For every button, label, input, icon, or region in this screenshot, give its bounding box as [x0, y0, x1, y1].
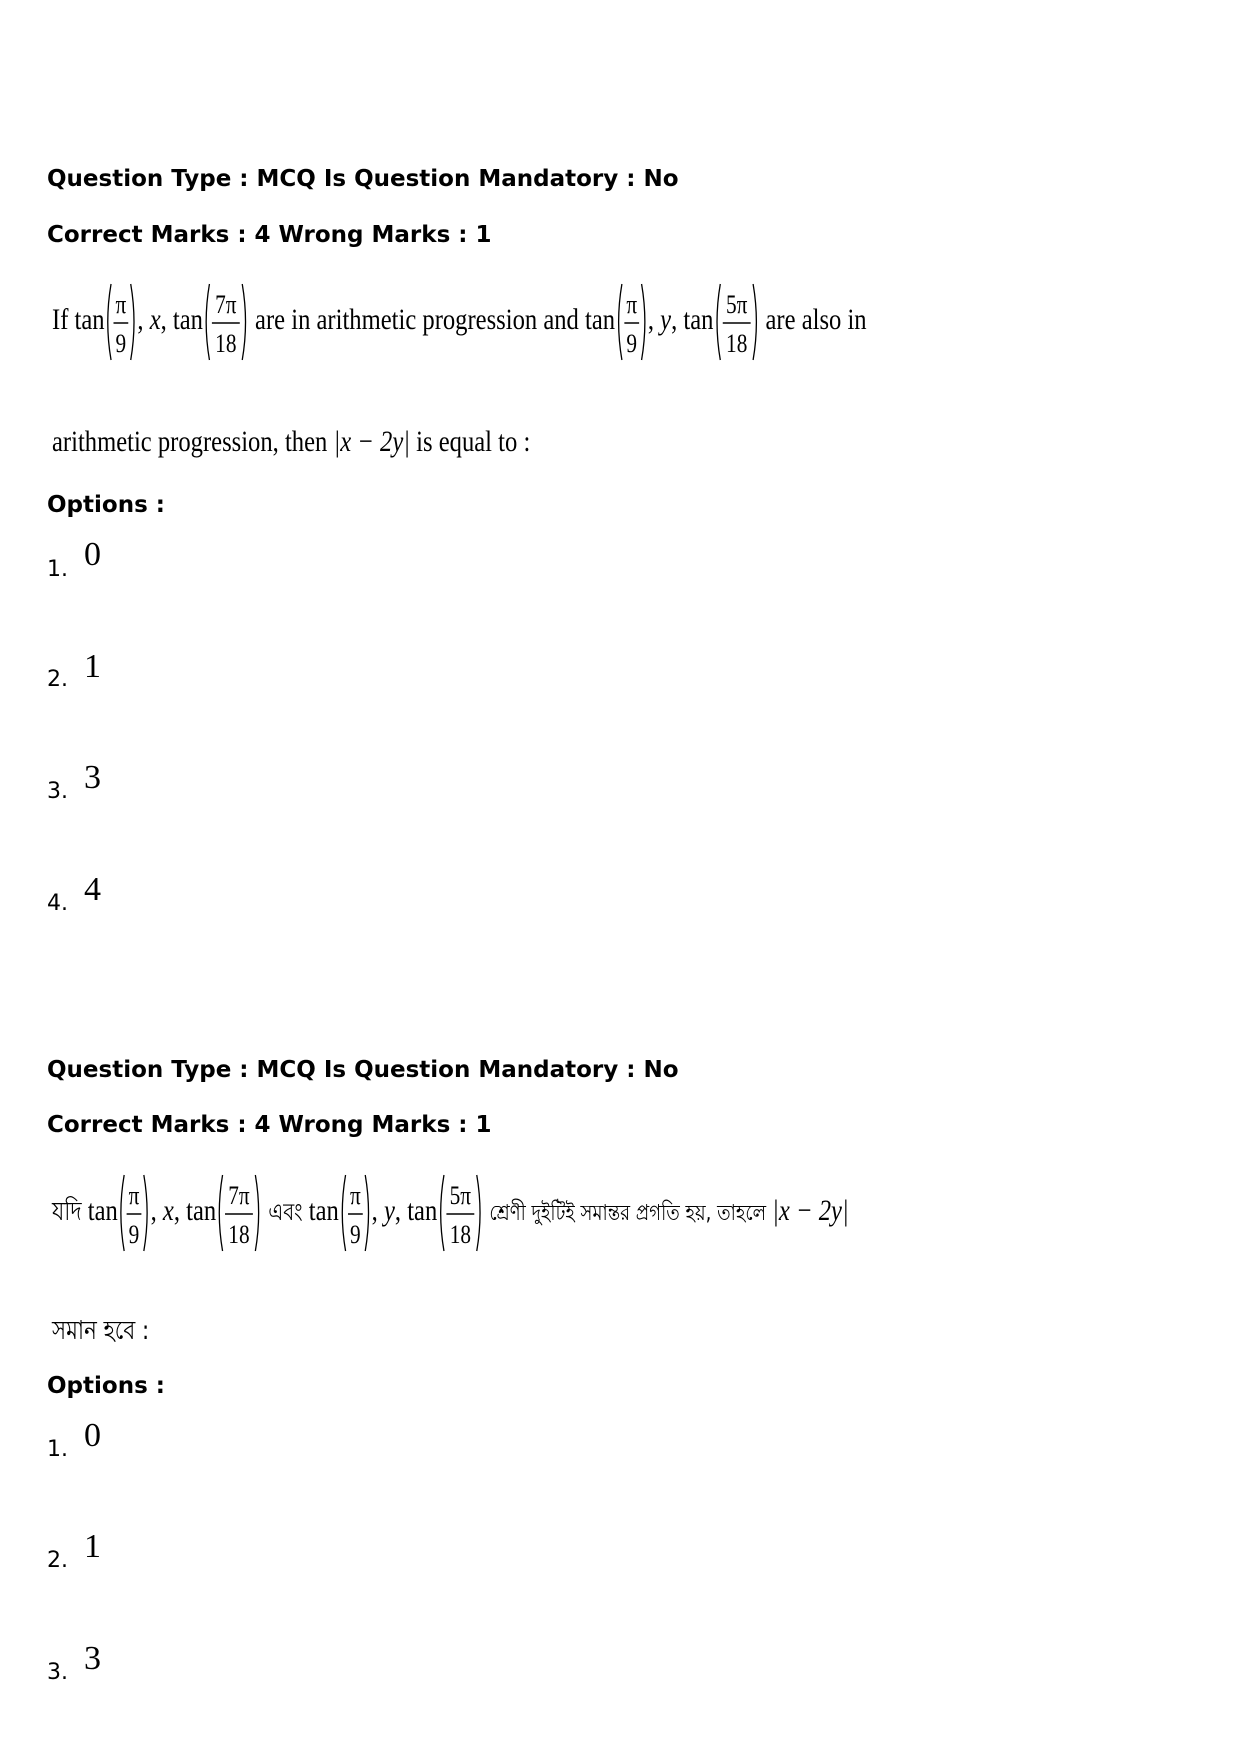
- var-x: x: [162, 1193, 174, 1227]
- svg-text:9: 9: [115, 330, 127, 359]
- question-type-line: Question Type : MCQ Is Question Mandatory : No: [47, 1057, 679, 1083]
- svg-text:7π: 7π: [228, 1182, 250, 1211]
- marks-line: Correct Marks : 4 Wrong Marks : 1: [47, 1112, 492, 1138]
- question-stem-line-2: সমান হবে :: [52, 1316, 150, 1346]
- fraction-pi-over-9: [118, 1171, 151, 1255]
- word-if: If: [52, 302, 69, 336]
- option-number: 1.: [47, 557, 68, 582]
- stem-text-rest: শ্রেণী দুইটিই সমান্তর প্রগতি হয়, তাহলে: [489, 1200, 767, 1226]
- tan-label: tan: [585, 302, 616, 336]
- word-if: যদি: [52, 1196, 82, 1227]
- question-stem-line-1: যদি tan π 9 , x, tan 7π 18 এবং tan π 9 , y, tan 5π 18 শ্রেণী দুইটিই সমান্তর প্রগতি হয়, তাহলে |x − 2y|: [52, 1171, 849, 1255]
- fraction-pi-over-9: [615, 280, 648, 364]
- comma: ,: [137, 302, 144, 336]
- question-stem-line-1: If tan π 9 , x, tan 7π 18 are in arithmetic progression and tan π 9 , y, tan 5π 18 are also in: [52, 280, 867, 364]
- option-value: 3: [84, 759, 101, 796]
- stem-text-end: are also in: [765, 302, 867, 336]
- tan-label: tan: [74, 302, 105, 336]
- option-number: 2.: [47, 1548, 68, 1573]
- option-value: 1: [84, 648, 101, 685]
- question-type-line: Question Type : MCQ Is Question Mandatory : No: [47, 166, 679, 192]
- svg-text:18: 18: [725, 330, 748, 359]
- tan-label: tan: [186, 1193, 217, 1227]
- svg-text:π: π: [349, 1182, 361, 1211]
- svg-text:π: π: [128, 1182, 140, 1211]
- svg-text:5π: 5π: [449, 1182, 471, 1211]
- fraction-pi-over-9: [105, 280, 138, 364]
- abs-expression: |x − 2y|: [772, 1193, 849, 1227]
- tan-label: tan: [308, 1193, 339, 1227]
- tan-label: tan: [683, 302, 714, 336]
- tan-label: tan: [172, 302, 203, 336]
- tan-label: tan: [87, 1193, 118, 1227]
- question-stem-line-2: arithmetic progression, then |x − 2y| is equal to :: [52, 425, 531, 458]
- stem-text-middle: are in arithmetic progression and: [255, 302, 579, 336]
- svg-text:18: 18: [449, 1221, 471, 1250]
- fraction-pi-over-9: [339, 1171, 372, 1255]
- option-number: 1.: [47, 1437, 68, 1462]
- option-value: 3: [84, 1640, 101, 1677]
- var-x: x: [149, 302, 161, 336]
- fraction-5pi-over-18: [437, 1171, 483, 1255]
- svg-text:9: 9: [349, 1221, 361, 1250]
- svg-text:18: 18: [215, 330, 237, 359]
- svg-text:9: 9: [626, 330, 637, 359]
- option-number: 3.: [47, 1660, 68, 1685]
- var-y: y: [383, 1193, 395, 1227]
- option-value: 1: [84, 1528, 101, 1565]
- svg-text:9: 9: [128, 1221, 140, 1250]
- svg-text:π: π: [626, 291, 637, 320]
- option-number: 4.: [47, 891, 68, 916]
- option-value: 4: [84, 871, 101, 908]
- fraction-5pi-over-18: [713, 280, 759, 364]
- svg-text:5π: 5π: [725, 291, 748, 320]
- options-label: Options :: [47, 492, 165, 518]
- marks-line: Correct Marks : 4 Wrong Marks : 1: [47, 222, 492, 248]
- abs-expression: |x − 2y|: [333, 425, 411, 458]
- option-number: 3.: [47, 779, 68, 804]
- svg-text:π: π: [115, 291, 127, 320]
- option-value: 0: [84, 536, 101, 573]
- svg-text:18: 18: [228, 1221, 250, 1250]
- word-and: এবং: [268, 1197, 303, 1226]
- var-y: y: [660, 302, 672, 336]
- options-label: Options :: [47, 1373, 165, 1399]
- svg-text:7π: 7π: [215, 291, 237, 320]
- tan-label: tan: [407, 1193, 438, 1227]
- fraction-7pi-over-18: [216, 1171, 262, 1255]
- option-value: 0: [84, 1417, 101, 1454]
- option-number: 2.: [47, 667, 68, 692]
- fraction-7pi-over-18: [203, 280, 249, 364]
